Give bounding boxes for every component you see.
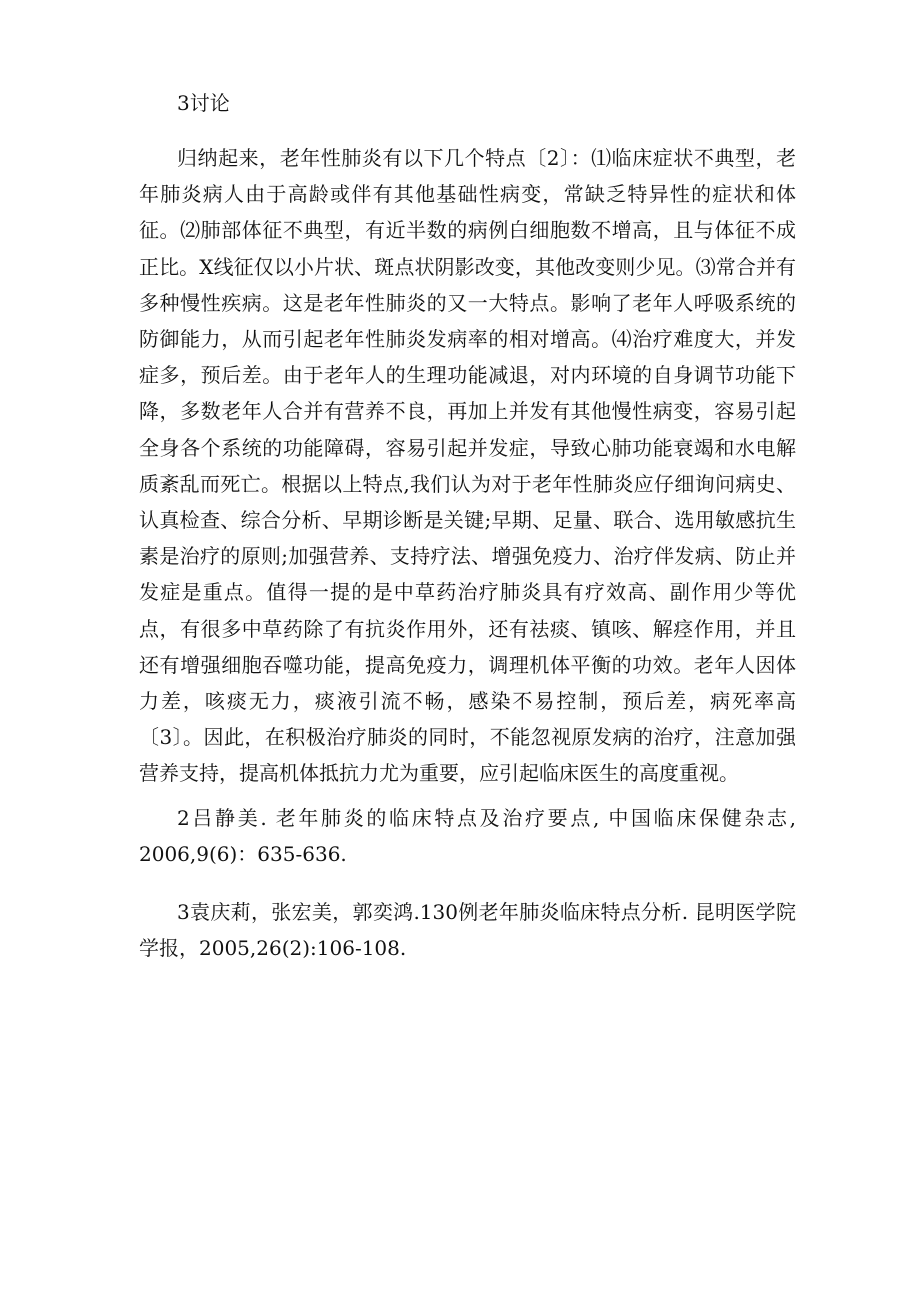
reference-item: 2吕静美. 老年肺炎的临床特点及治疗要点, 中国临床保健杂志, 2006,9(6)：635-636. [139,805,796,866]
reference-item: 3袁庆莉，张宏美，郭奕鸿.130例老年肺炎临床特点分析. 昆明医学院学报，2005,26(2):106-108. [139,899,796,960]
discussion-paragraph: 归纳起来，老年性肺炎有以下几个特点〔2〕：⑴临床症状不典型，老年肺炎病人由于高龄或伴有其他基础性病变，常缺乏特异性的症状和体征。⑵肺部体征不典型，有近半数的病例白细胞数不增高，且与体征不成正比。X线征仅以小片状、斑点状阴影改变，其他改变则少见。⑶常合并有多种慢性疾病。这是老年性肺炎的又一大特点。影响了老年人呼吸系统的防御能力，从而引起老年性肺炎发病率的相对增高。⑷治疗难度大，并发症多，预后差。由于老年人的生理功能减退，对内环境的自身调节功能下降，多数老年人合并有营养不良，再加上并发有其他慢性病变，容易引起全身各个系统的功能障碍，容易引起并发症，导致心肺功能衰竭和水电解质紊乱而死亡。根据以上特点,我们认为对于老年性肺炎应仔细询问病史、认真检查、综合分析、早期诊断是关键;早期、足量、联合、选用敏感抗生素是治疗的原则;加强营养、支持疗法、增强免疫力、治疗伴发病、防止并发症是重点。值得一提的是中草药治疗肺炎具有疗效高、副作用少等优点，有很多中草药除了有抗炎作用外，还有祛痰、镇咳、解痉作用，并且还有增强细胞吞噬功能，提高免疫力，调理机体平衡的功效。老年人因体力差，咳痰无力，痰液引流不畅，感染不易控制，预后差，病死率高〔3〕。因此，在积极治疗肺炎的同时，不能忽视原发病的治疗，注意加强营养支持，提高机体抵抗力尤为重要，应引起临床医生的高度重视。 [139,146,796,786]
section-heading: 3讨论 [177,91,230,115]
